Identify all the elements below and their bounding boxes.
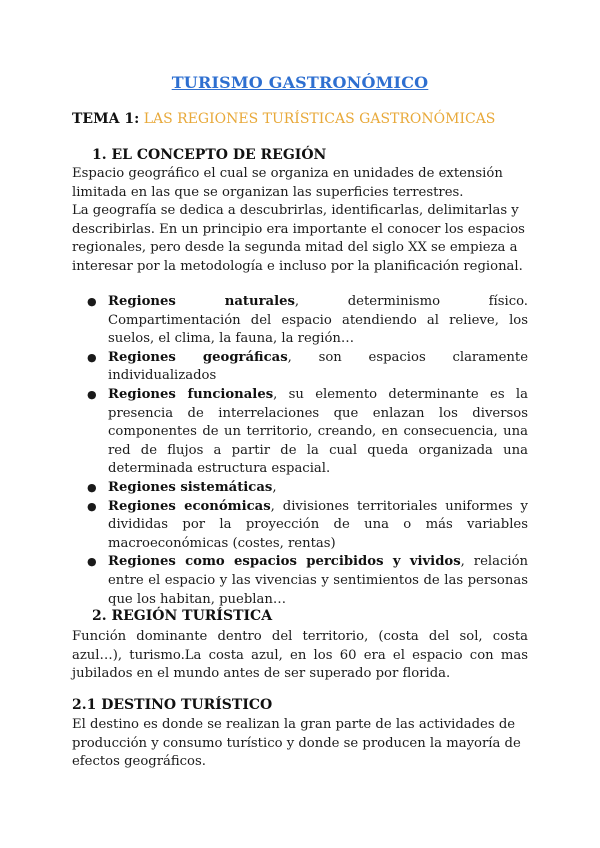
list-item — [72, 293, 528, 349]
topic-line — [72, 110, 495, 129]
list-item-term: Regiones geográficas — [108, 349, 288, 365]
section-2-body — [72, 628, 528, 684]
document-title: TURISMO GASTRONÓMICO — [171, 73, 429, 92]
list-item — [72, 479, 528, 498]
list-item-term: Regiones naturales — [108, 294, 295, 309]
section-2-heading: 2. REGIÓN TURÍSTICA — [92, 608, 273, 624]
section-2-1-paragraph-1: El destino es donde se realizan la gran parte de las actividades de producción y consumo turístico y donde se producen la mayoría de efectos geográficos. — [72, 717, 521, 770]
list-item-term: Regiones como espacios percibidos y vividos — [108, 554, 461, 570]
section-1-body — [72, 165, 528, 277]
section-1-paragraph-2: La geografía se dedica a descubrirlas, identificarlas, delimitarlas y describirlas. En un principio era importante el conocer los espacios regionales, pero desde la segunda mitad del siglo XX se empieza a interesar por la metodología e incluso por la planificación regional. — [72, 203, 525, 274]
bullet-icon: ● — [87, 555, 97, 569]
topic-subject: LAS REGIONES TURÍSTICAS GASTRONÓMICAS — [143, 111, 496, 127]
topic-label: TEMA 1 — [72, 111, 135, 127]
list-item — [72, 349, 528, 386]
list-item-text: , divisiones territoriales uniformes y divididas por la proyección de una o más variables macroeconómicas (costes, rentas) — [108, 498, 528, 551]
bullet-icon: ● — [87, 480, 97, 494]
section-1-paragraph-1: Espacio geográfico el cual se organiza en unidades de extensión limitada en las que se organizan las superficies terrestres. — [72, 166, 503, 200]
list-item — [72, 498, 528, 554]
topic-colon: : — [134, 111, 140, 127]
list-item-text: , son espacios claramente individualizados — [108, 349, 528, 384]
regions-list — [72, 293, 528, 609]
list-item-term: Regiones funcionales — [108, 386, 274, 402]
section-2-1-body — [72, 716, 528, 772]
section-2-1-heading: 2.1 DESTINO TURÍSTICO — [72, 697, 273, 713]
bullet-icon: ● — [87, 499, 97, 513]
section-2-paragraph-1: Función dominante dentro del territorio, (costa del sol, costa azul…), turismo.La costa azul, en los 60 era el espacio con mas jubilados en el mundo antes de ser superado por florida. — [72, 629, 528, 682]
bullet-icon: ● — [87, 387, 97, 401]
list-item-term: Regiones económicas — [108, 498, 271, 514]
list-item — [72, 386, 528, 479]
list-item-text: , su elemento determinante es la presencia de interrelaciones que enlazan los diversos componentes de un territorio, creando, en consecuencia, una red de flujos a partir de la cual queda organizada una determinada estructura espacial. — [108, 386, 529, 477]
list-item-term: Regiones sistemáticas — [108, 479, 273, 495]
section-1-heading: 1. EL CONCEPTO DE REGIÓN — [92, 147, 327, 163]
bullet-icon: ● — [87, 295, 97, 308]
list-item-text: , determinismo físico. Compartimentación del espacio atendiendo al relieve, los suelos, el clima, la fauna, la región… — [108, 294, 528, 347]
list-item — [72, 553, 528, 609]
bullet-icon: ● — [87, 350, 97, 364]
list-item-text: , — [272, 479, 277, 495]
list-item-text: , relación entre el espacio y las vivencias y sentimientos de las personas que los habitan, pueblan… — [108, 554, 529, 607]
